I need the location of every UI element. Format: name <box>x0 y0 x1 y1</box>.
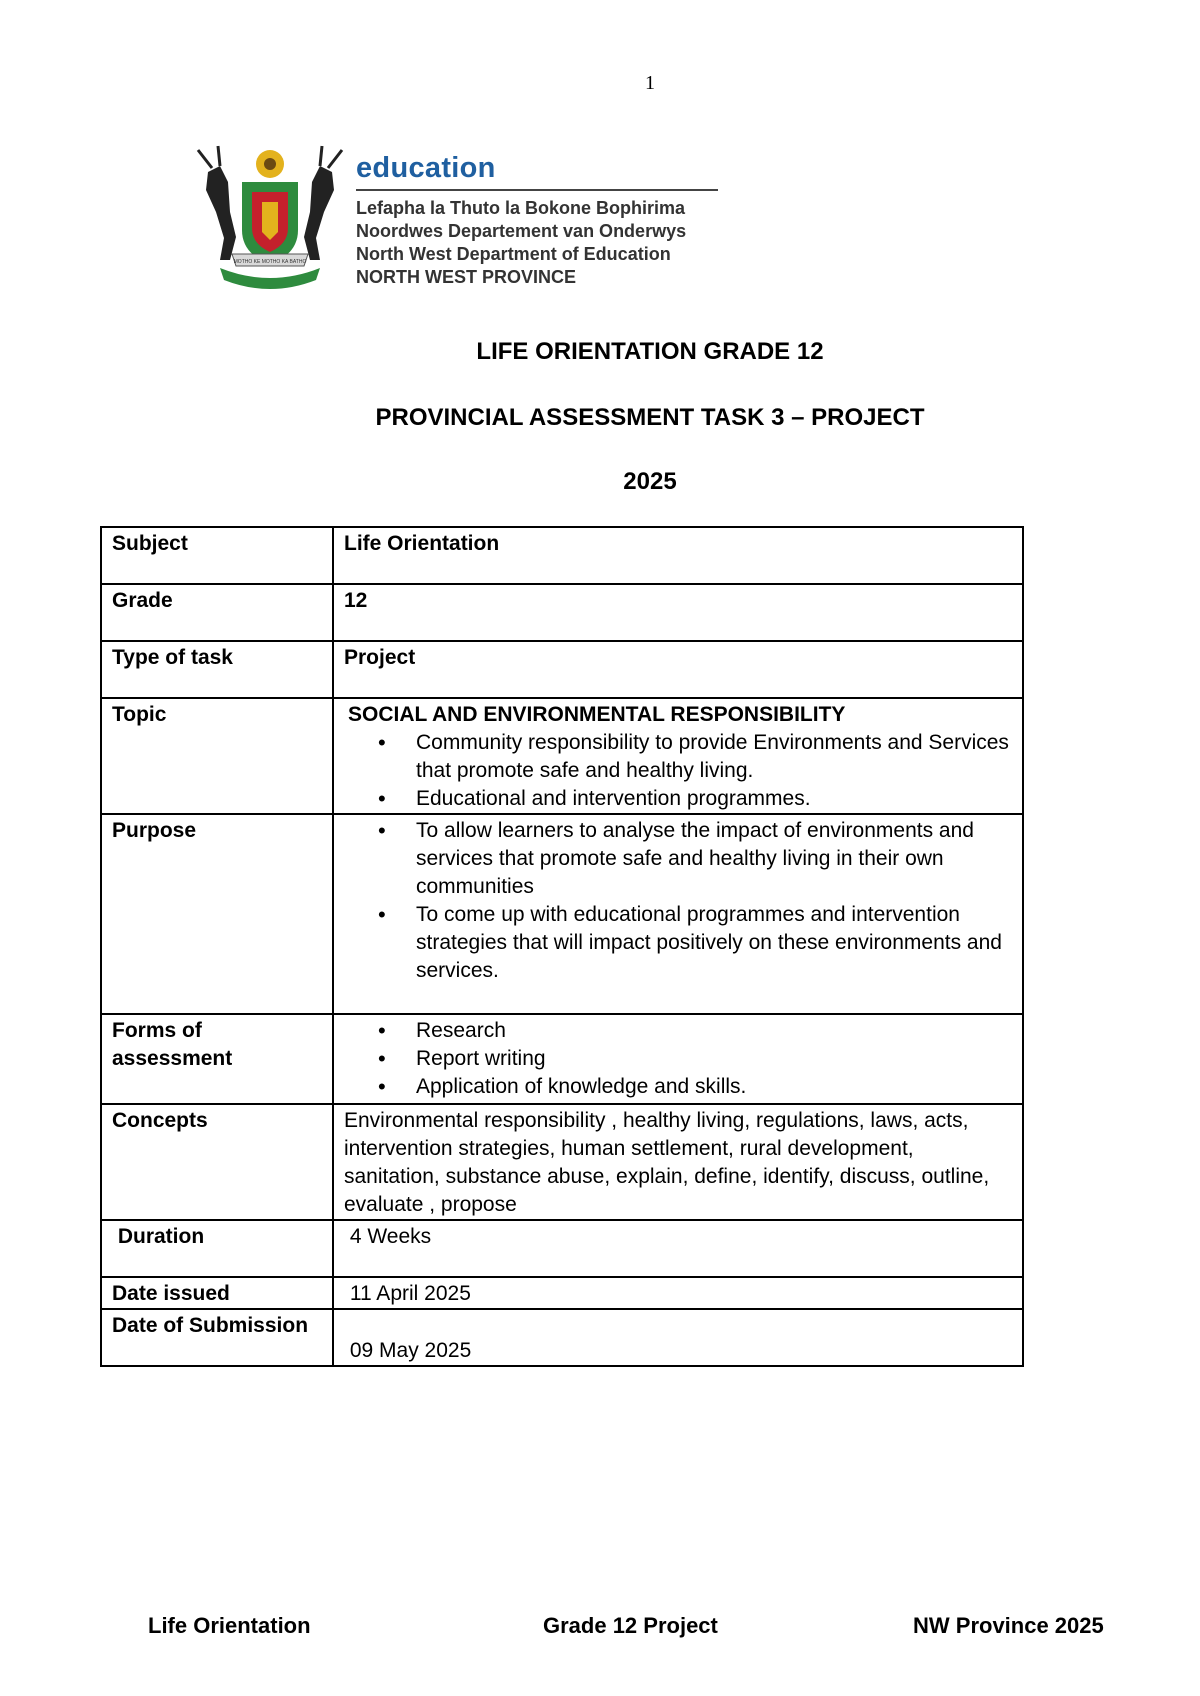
row-subject <box>101 527 1023 584</box>
topic-title: SOCIAL AND ENVIRONMENTAL RESPONSIBILITY <box>348 703 846 726</box>
label-duration: Duration <box>101 1220 333 1277</box>
label-purpose: Purpose <box>101 814 333 1014</box>
row-date-submission <box>101 1309 1023 1366</box>
row-date-issued <box>101 1277 1023 1309</box>
value-topic <box>333 698 1023 814</box>
label-topic: Topic <box>101 698 333 814</box>
row-grade <box>101 584 1023 641</box>
value-date-submission: 09 May 2025 <box>333 1309 1023 1366</box>
forms-bullet: • Research <box>416 1017 1012 1045</box>
value-date-issued: 11 April 2025 <box>333 1277 1023 1309</box>
label-type: Type of task <box>101 641 333 698</box>
label-subject: Subject <box>101 527 333 584</box>
row-purpose <box>101 814 1023 1014</box>
logo-line-afrikaans: Noordwes Departement van Onderwys <box>356 221 687 241</box>
label-date-issued: Date issued <box>101 1277 333 1309</box>
document-title: LIFE ORIENTATION GRADE 12 <box>476 338 824 365</box>
value-forms <box>333 1014 1023 1104</box>
row-forms <box>101 1014 1023 1104</box>
logo-line-setswana: Lefapha la Thuto la Bokone Bophirima <box>356 198 686 218</box>
value-type: Project <box>333 641 1023 698</box>
logo-divider <box>356 189 718 191</box>
crest-motto: MOTHO KE MOTHO KA BATHO <box>233 259 307 265</box>
department-logo <box>190 142 730 292</box>
value-concepts: Environmental responsibility , healthy living, regulations, laws, acts, intervention strategies, human settlement, rural development, sanitation, substance abuse, explain, define, identify, discuss, outline, evaluate , propose <box>333 1104 1023 1220</box>
document-year: 2025 <box>623 468 677 495</box>
row-concepts <box>101 1104 1023 1220</box>
document-subtitle: PROVINCIAL ASSESSMENT TASK 3 – PROJECT <box>375 404 925 431</box>
logo-line-province: NORTH WEST PROVINCE <box>356 267 577 287</box>
logo-wordmark: education <box>356 152 496 184</box>
forms-bullet: • Application of knowledge and skills. <box>416 1073 1012 1101</box>
footer-subject: Life Orientation <box>148 1613 311 1638</box>
value-subject: Life Orientation <box>333 527 1023 584</box>
topic-bullet: • Educational and intervention programmes. <box>416 785 1012 813</box>
coat-of-arms-icon <box>190 142 350 292</box>
logo-line-english: North West Department of Education <box>356 244 671 264</box>
footer-province: NW Province 2025 <box>913 1613 1104 1638</box>
page-number: 1 <box>645 72 655 94</box>
forms-bullet: • Report writing <box>416 1045 1012 1073</box>
label-concepts: Concepts <box>101 1104 333 1220</box>
label-grade: Grade <box>101 584 333 641</box>
value-grade: 12 <box>333 584 1023 641</box>
value-purpose <box>333 814 1023 1014</box>
purpose-bullet: • To come up with educational programmes and intervention strategies that will impact positively on these environments and services. <box>416 901 1012 985</box>
label-date-submission: Date of Submission <box>101 1309 333 1366</box>
footer-task: Grade 12 Project <box>543 1613 718 1638</box>
row-type <box>101 641 1023 698</box>
task-info-table <box>100 526 1024 1367</box>
purpose-bullet: • To allow learners to analyse the impact of environments and services that promote safe and healthy living in their own communities <box>416 817 1012 901</box>
value-duration: 4 Weeks <box>333 1220 1023 1277</box>
row-duration <box>101 1220 1023 1277</box>
row-topic <box>101 698 1023 814</box>
topic-bullet: • Community responsibility to provide Environments and Services that promote safe and healthy living. <box>416 729 1012 785</box>
label-forms: Forms of assessment <box>101 1014 333 1104</box>
